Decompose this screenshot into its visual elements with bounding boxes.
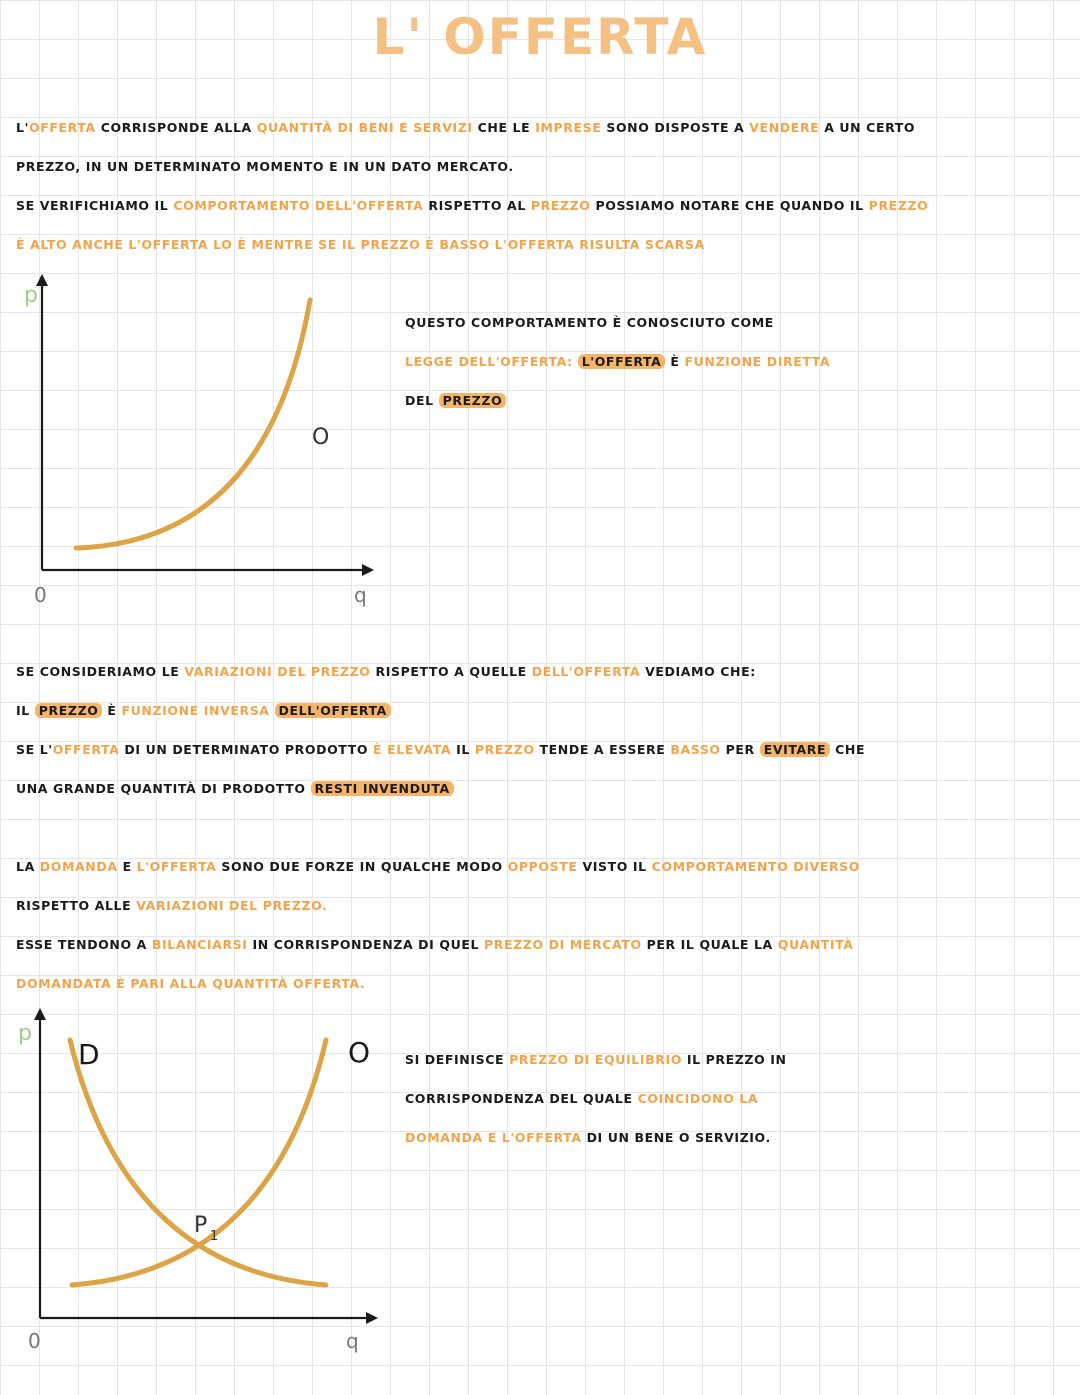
intro-line-2: PREZZO, IN UN DETERMINATO MOMENTO E IN UN DATO MERCATO. <box>16 159 514 174</box>
law-line-1: QUESTO COMPORTAMENTO È CONOSCIUTO COME <box>405 315 774 330</box>
variations-line-1: SE CONSIDERIAMO LE VARIAZIONI DEL PREZZO RISPETTO A QUELLE DELL'OFFERTA VEDIAMO CHE: <box>16 664 756 679</box>
supply-chart <box>20 270 390 610</box>
forces-line-2: RISPETTO ALLE VARIAZIONI DEL PREZZO. <box>16 898 328 913</box>
law-line-2: LEGGE DELL'OFFERTA: L'OFFERTA È FUNZIONE DIRETTA <box>405 354 831 369</box>
q-axis-arrow <box>366 1312 378 1324</box>
equilibrium-point-label: P <box>194 1213 208 1238</box>
equilibrium-point-subscript: 1 <box>210 1229 219 1244</box>
equilibrium-line-3: DOMANDA E L'OFFERTA DI UN BENE O SERVIZIO. <box>405 1130 771 1145</box>
variations-line-4: UNA GRANDE QUANTITÀ DI PRODOTTO RESTI INVENDUTA <box>16 779 454 799</box>
page-title: L' OFFERTA <box>372 8 708 66</box>
supply-curve-label: O <box>348 1036 371 1069</box>
forces-line-1: LA DOMANDA E L'OFFERTA SONO DUE FORZE IN QUALCHE MODO OPPOSTE VISTO IL COMPORTAMENTO DIVERSO <box>16 859 860 874</box>
supply-curve <box>76 300 310 548</box>
demand-curve-label: D <box>78 1038 100 1071</box>
q-axis-arrow <box>362 564 374 576</box>
p-axis-arrow <box>34 1008 46 1020</box>
origin-label: 0 <box>34 583 47 607</box>
origin-label: 0 <box>28 1329 41 1353</box>
intro-line-4: È ALTO ANCHE L'OFFERTA LO È MENTRE SE IL PREZZO È BASSO L'OFFERTA RISULTA SCARSA <box>16 237 705 252</box>
q-axis-label: q <box>354 583 367 607</box>
forces-line-4: DOMANDATA È PARI ALLA QUANTITÀ OFFERTA. <box>16 976 366 991</box>
law-line-3: DEL PREZZO <box>405 391 506 411</box>
forces-line-3: ESSE TENDONO A BILANCIARSI IN CORRISPONDENZA DI QUEL PREZZO DI MERCATO PER IL QUALE LA QUANTITÀ <box>16 937 854 952</box>
equilibrium-line-2: CORRISPONDENZA DEL QUALE COINCIDONO LA <box>405 1091 759 1106</box>
intro-line-1: L'OFFERTA CORRISPONDE ALLA QUANTITÀ DI BENI E SERVIZI CHE LE IMPRESE SONO DISPOSTE A VENDERE A UN CERTO <box>16 120 916 135</box>
q-axis-label: q <box>346 1329 359 1353</box>
supply-curve-label: O <box>312 425 330 450</box>
p-axis-label: p <box>18 1021 32 1046</box>
p-axis-label: p <box>24 283 38 308</box>
variations-line-3: SE L'OFFERTA DI UN DETERMINATO PRODOTTO È ELEVATA IL PREZZO TENDE A ESSERE BASSO PER EVITARE CHE <box>16 742 866 757</box>
equilibrium-line-1: SI DEFINISCE PREZZO DI EQUILIBRIO IL PREZZO IN <box>405 1052 787 1067</box>
intro-line-3: SE VERIFICHIAMO IL COMPORTAMENTO DELL'OFFERTA RISPETTO AL PREZZO POSSIAMO NOTARE CHE QUANDO IL PREZZO <box>16 198 929 213</box>
equilibrium-chart <box>14 1000 394 1360</box>
variations-line-2: IL PREZZO È FUNZIONE INVERSA DELL'OFFERTA <box>16 701 391 721</box>
